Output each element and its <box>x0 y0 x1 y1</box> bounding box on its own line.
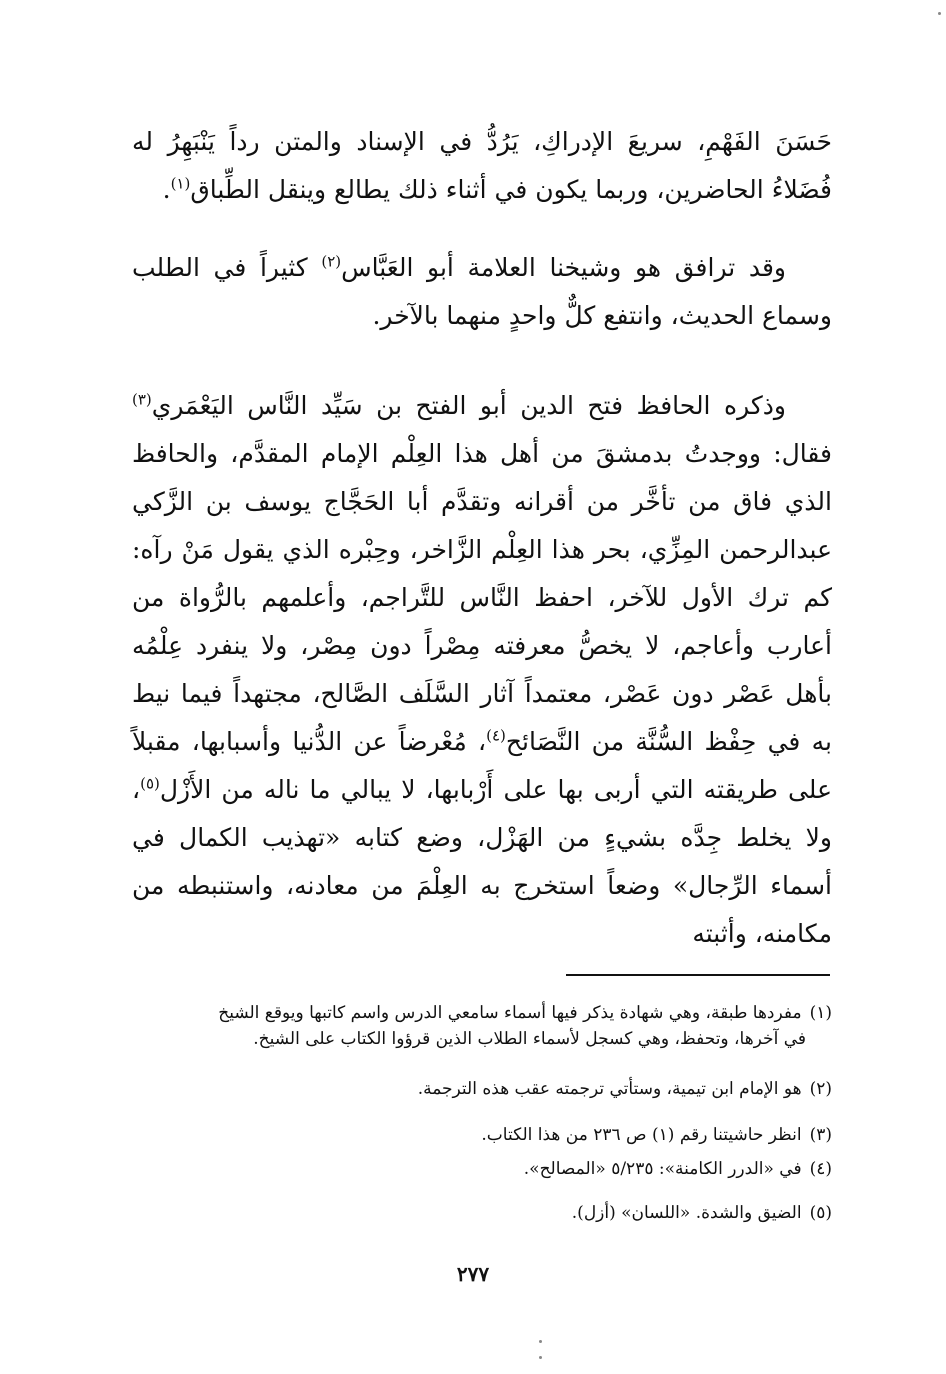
paragraph-3-mid2: ، مُعْرضاً عن الدُّنيا وأسبابها، مقبلاً على طريقته التي أربى بها على أَرْبابها، لا يبالي ما ناله من الأَزْل <box>132 727 832 804</box>
footnote-1-number: (١) <box>809 1003 832 1023</box>
paragraph-2-text: وقد ترافق هو وشيخنا العلامة أبو العَبَّاس <box>341 253 786 282</box>
footnote-5-text: الضيق والشدة. «اللسان» (أزل). <box>571 1203 802 1223</box>
paragraph-3-mid: فقال: ووجدتُ بدمشقَ من أهل هذا العِلْم الإمام المقدَّم، والحافظ الذي فاق من تأخَّر من أقرانه وتقدَّم أبا الحَجَّاج يوسف بن الزَّكي عبدالرحمن المِزِّي، بحر هذا العِلْم الزَّاخر، وحِبْره الذي يقول مَنْ رآه: كم ترك الأول للآخر، احفظ النَّاس للتَّراجم، وأعلمهم بالرُّواة من أعارب وأعاجم، لا يخصُّ معرفته مِصْراً دون مِصْر، ولا ينفرد عِلْمُه بأهل عَصْر دون عَصْر، معتمداً آثار السَّلَف الصَّالح، مجتهداً فيما نيط به في حِفْظ السُّنَّة من النَّصَائح <box>132 439 832 756</box>
page-number: ٢٧٧ <box>456 1262 490 1286</box>
scan-speck <box>938 12 941 15</box>
footnote-5 <box>572 1200 832 1226</box>
footnote-3-text: انظر حاشيتنا رقم (١) ص ٢٣٦ من هذا الكتاب. <box>481 1125 802 1145</box>
footnote-ref-5: (٥) <box>140 774 160 793</box>
footnote-3-number: (٣) <box>809 1125 832 1145</box>
footnote-ref-1: (١) <box>170 174 191 193</box>
footnote-3 <box>481 1122 832 1148</box>
footnote-2-number: (٢) <box>809 1079 832 1099</box>
scan-speck <box>539 1356 542 1359</box>
paragraph-3-tail: ، ولا يخلط جِدَّه بشيءٍ من الهَزْل، وضع كتابه «تهذيب الكمال في أسماء الرِّجال» وضعاً استخرج به العِلْمَ من معادنه، واستنبطه من مكامنه، وأثبته <box>132 775 832 948</box>
footnote-separator <box>566 974 830 976</box>
footnote-5-number: (٥) <box>809 1203 832 1223</box>
paragraph-2 <box>132 244 832 340</box>
footnote-ref-3: (٣) <box>132 390 152 409</box>
footnote-ref-4: (٤) <box>486 726 506 745</box>
footnote-1-continuation: في آخرها، وتحفظ، وهي كسجل لأسماء الطلاب الذين قرؤوا الكتاب على الشيخ. <box>253 1029 806 1049</box>
paragraph-3-text: وذكره الحافظ فتح الدين أبو الفتح بن سَيِّد النَّاس اليَعْمَري <box>151 391 786 420</box>
footnote-ref-2: (٢) <box>321 252 342 271</box>
footnote-2-text: هو الإمام ابن تيمية، وستأتي ترجمته عقب هذه الترجمة. <box>417 1079 802 1099</box>
footnote-1-text: مفردها طبقة، وهي شهادة يذكر فيها أسماء سامعي الدرس واسم كاتبها ويوقع الشيخ <box>218 1003 802 1023</box>
footnote-2 <box>418 1076 832 1102</box>
paragraph-1-tail: . <box>162 175 171 204</box>
footnote-4-text: في «الدرر الكامنة»: ٥/٢٣٥ «المصالح». <box>523 1159 802 1179</box>
paragraph-2-tail: كثيراً في الطلب وسماع الحديث، وانتفع كلٌّ واحدٍ منهما بالآخر. <box>132 253 832 330</box>
scan-speck <box>539 1340 542 1343</box>
footnote-4 <box>524 1156 832 1182</box>
paragraph-1 <box>132 118 832 214</box>
paragraph-1-text: حَسَنَ الفَهْمِ، سريعَ الإدراكِ، يَرُدُّ في الإسناد والمتن رداً يَنْبَهِرُ له فُضَلاءُ الحاضرين، وربما يكون في أثناء ذلك يطالع وينقل الطِّباق <box>132 127 832 204</box>
footnote-1 <box>132 1000 832 1052</box>
footnote-4-number: (٤) <box>809 1159 832 1179</box>
paragraph-3 <box>132 382 832 958</box>
